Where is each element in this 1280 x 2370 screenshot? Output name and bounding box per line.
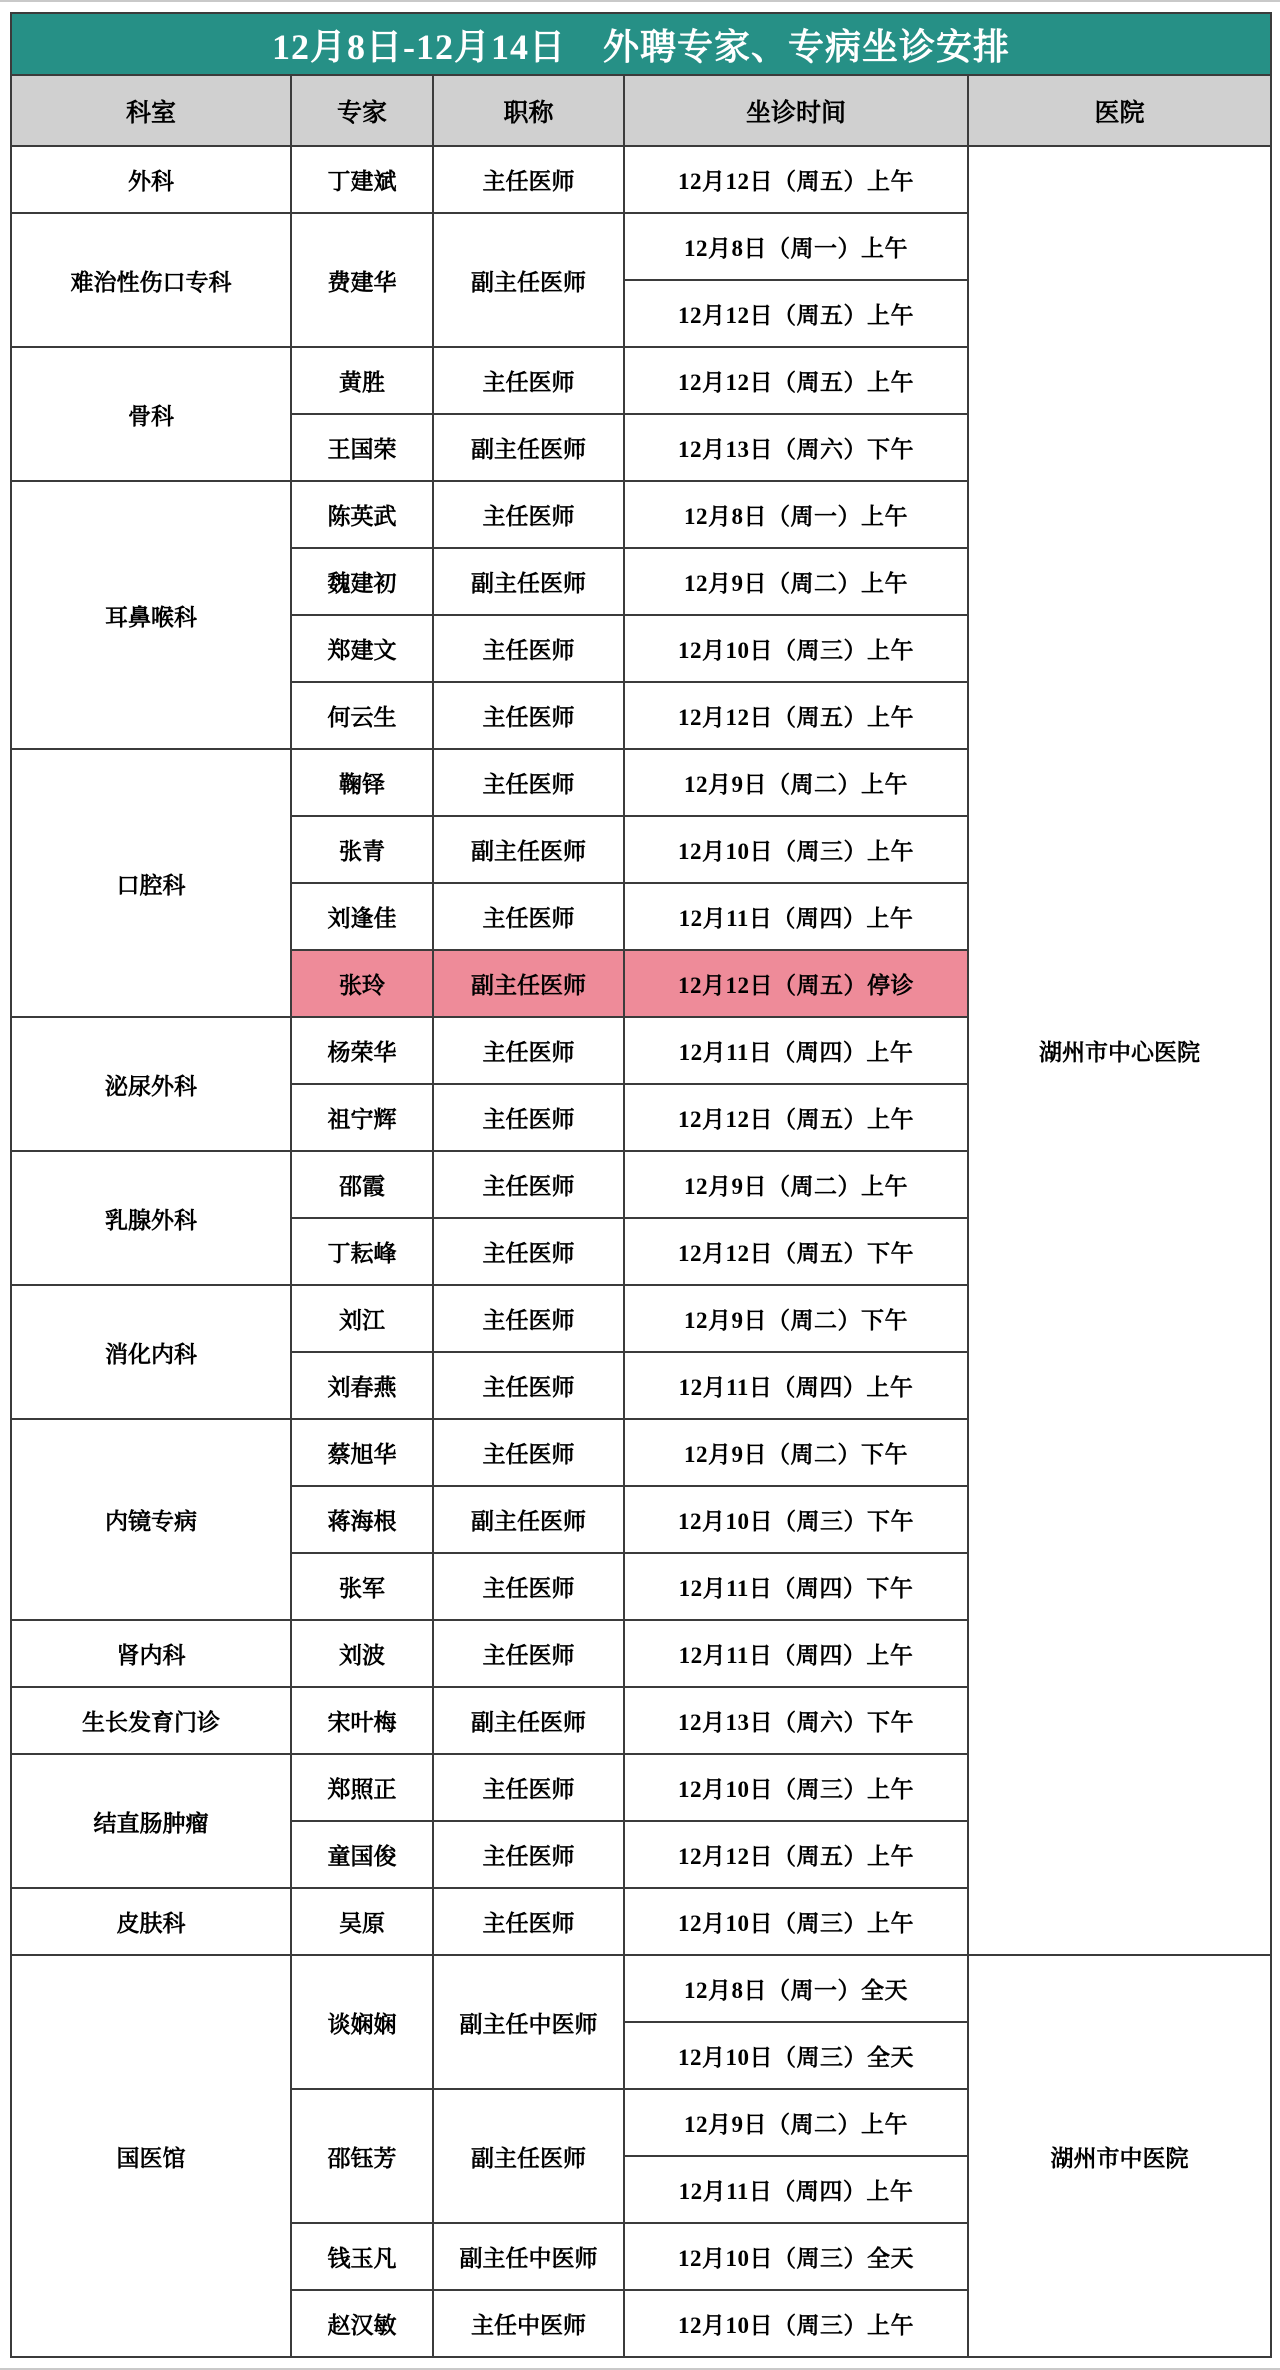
cell-schedule-time: 12月10日（周三）上午 bbox=[624, 1754, 968, 1821]
cell-expert: 鞠铎 bbox=[291, 749, 433, 816]
cell-job-title: 主任医师 bbox=[433, 1419, 624, 1486]
cell-job-title: 主任中医师 bbox=[433, 2290, 624, 2357]
column-header-expert: 专家 bbox=[291, 75, 433, 146]
table-row bbox=[11, 1955, 1271, 2022]
cell-expert: 丁建斌 bbox=[291, 146, 433, 213]
cell-department: 骨科 bbox=[11, 347, 291, 481]
page-title: 12月8日-12月14日 外聘专家、专病坐诊安排 bbox=[11, 13, 1271, 75]
cell-schedule-time: 12月13日（周六）下午 bbox=[624, 414, 968, 481]
cell-expert: 蔡旭华 bbox=[291, 1419, 433, 1486]
cell-schedule-time: 12月11日（周四）上午 bbox=[624, 1352, 968, 1419]
cell-job-title: 主任医师 bbox=[433, 1754, 624, 1821]
cell-schedule-time: 12月9日（周二）上午 bbox=[624, 749, 968, 816]
cell-job-title: 主任医师 bbox=[433, 1352, 624, 1419]
cell-expert: 张玲 bbox=[291, 950, 433, 1017]
cell-schedule-time: 12月9日（周二）上午 bbox=[624, 2089, 968, 2156]
column-header-department: 科室 bbox=[11, 75, 291, 146]
column-header-job-title: 职称 bbox=[433, 75, 624, 146]
cell-job-title: 副主任医师 bbox=[433, 816, 624, 883]
cell-expert: 谈娴娴 bbox=[291, 1955, 433, 2089]
cell-schedule-time: 12月10日（周三）全天 bbox=[624, 2223, 968, 2290]
cell-schedule-time: 12月12日（周五）上午 bbox=[624, 347, 968, 414]
cell-schedule-time: 12月12日（周五）上午 bbox=[624, 146, 968, 213]
cell-schedule-time: 12月9日（周二）下午 bbox=[624, 1285, 968, 1352]
cell-expert: 邵霞 bbox=[291, 1151, 433, 1218]
cell-department: 消化内科 bbox=[11, 1285, 291, 1419]
schedule-table-body bbox=[11, 146, 1271, 2357]
cell-schedule-time: 12月10日（周三）下午 bbox=[624, 1486, 968, 1553]
cell-job-title: 副主任医师 bbox=[433, 1486, 624, 1553]
cell-schedule-time: 12月10日（周三）上午 bbox=[624, 2290, 968, 2357]
cell-hospital: 湖州市中心医院 bbox=[968, 146, 1271, 1955]
column-header-schedule-time: 坐诊时间 bbox=[624, 75, 968, 146]
cell-expert: 张军 bbox=[291, 1553, 433, 1620]
cell-job-title: 主任医师 bbox=[433, 1620, 624, 1687]
cell-expert: 刘江 bbox=[291, 1285, 433, 1352]
cell-schedule-time: 12月12日（周五）上午 bbox=[624, 682, 968, 749]
cell-department: 外科 bbox=[11, 146, 291, 213]
cell-expert: 钱玉凡 bbox=[291, 2223, 433, 2290]
cell-expert: 费建华 bbox=[291, 213, 433, 347]
cell-expert: 陈英武 bbox=[291, 481, 433, 548]
cell-job-title: 主任医师 bbox=[433, 347, 624, 414]
cell-job-title: 主任医师 bbox=[433, 1084, 624, 1151]
cell-expert: 刘春燕 bbox=[291, 1352, 433, 1419]
cell-job-title: 副主任医师 bbox=[433, 1687, 624, 1754]
cell-expert: 祖宁辉 bbox=[291, 1084, 433, 1151]
cell-expert: 杨荣华 bbox=[291, 1017, 433, 1084]
cell-job-title: 副主任医师 bbox=[433, 213, 624, 347]
cell-expert: 黄胜 bbox=[291, 347, 433, 414]
title-row bbox=[11, 13, 1271, 75]
header-row bbox=[11, 75, 1271, 146]
cell-hospital: 湖州市中医院 bbox=[968, 1955, 1271, 2357]
cell-expert: 郑照正 bbox=[291, 1754, 433, 1821]
schedule-table bbox=[10, 12, 1272, 2358]
cell-schedule-time: 12月13日（周六）下午 bbox=[624, 1687, 968, 1754]
cell-department: 内镜专病 bbox=[11, 1419, 291, 1620]
cell-schedule-time: 12月12日（周五）上午 bbox=[624, 280, 968, 347]
cell-department: 耳鼻喉科 bbox=[11, 481, 291, 749]
cell-expert: 宋叶梅 bbox=[291, 1687, 433, 1754]
cell-department: 泌尿外科 bbox=[11, 1017, 291, 1151]
cell-expert: 魏建初 bbox=[291, 548, 433, 615]
column-header-hospital: 医院 bbox=[968, 75, 1271, 146]
cell-expert: 刘波 bbox=[291, 1620, 433, 1687]
cell-job-title: 副主任中医师 bbox=[433, 1955, 624, 2089]
cell-job-title: 主任医师 bbox=[433, 682, 624, 749]
cell-department: 生长发育门诊 bbox=[11, 1687, 291, 1754]
cell-job-title: 副主任医师 bbox=[433, 2089, 624, 2223]
cell-schedule-time: 12月11日（周四）上午 bbox=[624, 883, 968, 950]
cell-schedule-time: 12月12日（周五）上午 bbox=[624, 1821, 968, 1888]
cell-expert: 丁耘峰 bbox=[291, 1218, 433, 1285]
cell-job-title: 主任医师 bbox=[433, 1017, 624, 1084]
cell-job-title: 主任医师 bbox=[433, 146, 624, 213]
cell-expert: 郑建文 bbox=[291, 615, 433, 682]
cell-expert: 蒋海根 bbox=[291, 1486, 433, 1553]
cell-job-title: 主任医师 bbox=[433, 883, 624, 950]
cell-job-title: 主任医师 bbox=[433, 481, 624, 548]
cell-department: 皮肤科 bbox=[11, 1888, 291, 1955]
cell-expert: 张青 bbox=[291, 816, 433, 883]
cell-department: 结直肠肿瘤 bbox=[11, 1754, 291, 1888]
cell-schedule-time: 12月11日（周四）上午 bbox=[624, 2156, 968, 2223]
table-row bbox=[11, 146, 1271, 213]
cell-schedule-time: 12月8日（周一）上午 bbox=[624, 481, 968, 548]
cell-schedule-time: 12月9日（周二）上午 bbox=[624, 1151, 968, 1218]
cell-department: 乳腺外科 bbox=[11, 1151, 291, 1285]
cell-schedule-time: 12月10日（周三）上午 bbox=[624, 816, 968, 883]
cell-expert: 邵钰芳 bbox=[291, 2089, 433, 2223]
cell-schedule-time: 12月8日（周一）上午 bbox=[624, 213, 968, 280]
cell-expert: 刘逢佳 bbox=[291, 883, 433, 950]
cell-expert: 童国俊 bbox=[291, 1821, 433, 1888]
cell-schedule-time: 12月9日（周二）下午 bbox=[624, 1419, 968, 1486]
cell-job-title: 副主任医师 bbox=[433, 548, 624, 615]
cell-expert: 吴原 bbox=[291, 1888, 433, 1955]
cell-schedule-time: 12月12日（周五）上午 bbox=[624, 1084, 968, 1151]
cell-schedule-time: 12月10日（周三）全天 bbox=[624, 2022, 968, 2089]
cell-expert: 赵汉敏 bbox=[291, 2290, 433, 2357]
cell-schedule-time: 12月9日（周二）上午 bbox=[624, 548, 968, 615]
cell-department: 难治性伤口专科 bbox=[11, 213, 291, 347]
cell-schedule-time: 12月11日（周四）下午 bbox=[624, 1553, 968, 1620]
cell-job-title: 副主任医师 bbox=[433, 414, 624, 481]
cell-job-title: 主任医师 bbox=[433, 1888, 624, 1955]
cell-expert: 何云生 bbox=[291, 682, 433, 749]
cell-schedule-time: 12月10日（周三）上午 bbox=[624, 615, 968, 682]
cell-schedule-time: 12月12日（周五）下午 bbox=[624, 1218, 968, 1285]
cell-schedule-time: 12月8日（周一）全天 bbox=[624, 1955, 968, 2022]
cell-department: 口腔科 bbox=[11, 749, 291, 1017]
cell-job-title: 主任医师 bbox=[433, 1553, 624, 1620]
cell-job-title: 副主任医师 bbox=[433, 950, 624, 1017]
cell-schedule-time: 12月11日（周四）上午 bbox=[624, 1017, 968, 1084]
cell-schedule-time: 12月12日（周五）停诊 bbox=[624, 950, 968, 1017]
cell-job-title: 主任医师 bbox=[433, 749, 624, 816]
cell-job-title: 主任医师 bbox=[433, 1218, 624, 1285]
cell-job-title: 主任医师 bbox=[433, 1151, 624, 1218]
cell-department: 国医馆 bbox=[11, 1955, 291, 2357]
cell-department: 肾内科 bbox=[11, 1620, 291, 1687]
cell-job-title: 主任医师 bbox=[433, 1821, 624, 1888]
cell-schedule-time: 12月10日（周三）上午 bbox=[624, 1888, 968, 1955]
cell-expert: 王国荣 bbox=[291, 414, 433, 481]
cell-job-title: 主任医师 bbox=[433, 615, 624, 682]
cell-schedule-time: 12月11日（周四）上午 bbox=[624, 1620, 968, 1687]
cell-job-title: 主任医师 bbox=[433, 1285, 624, 1352]
cell-job-title: 副主任中医师 bbox=[433, 2223, 624, 2290]
